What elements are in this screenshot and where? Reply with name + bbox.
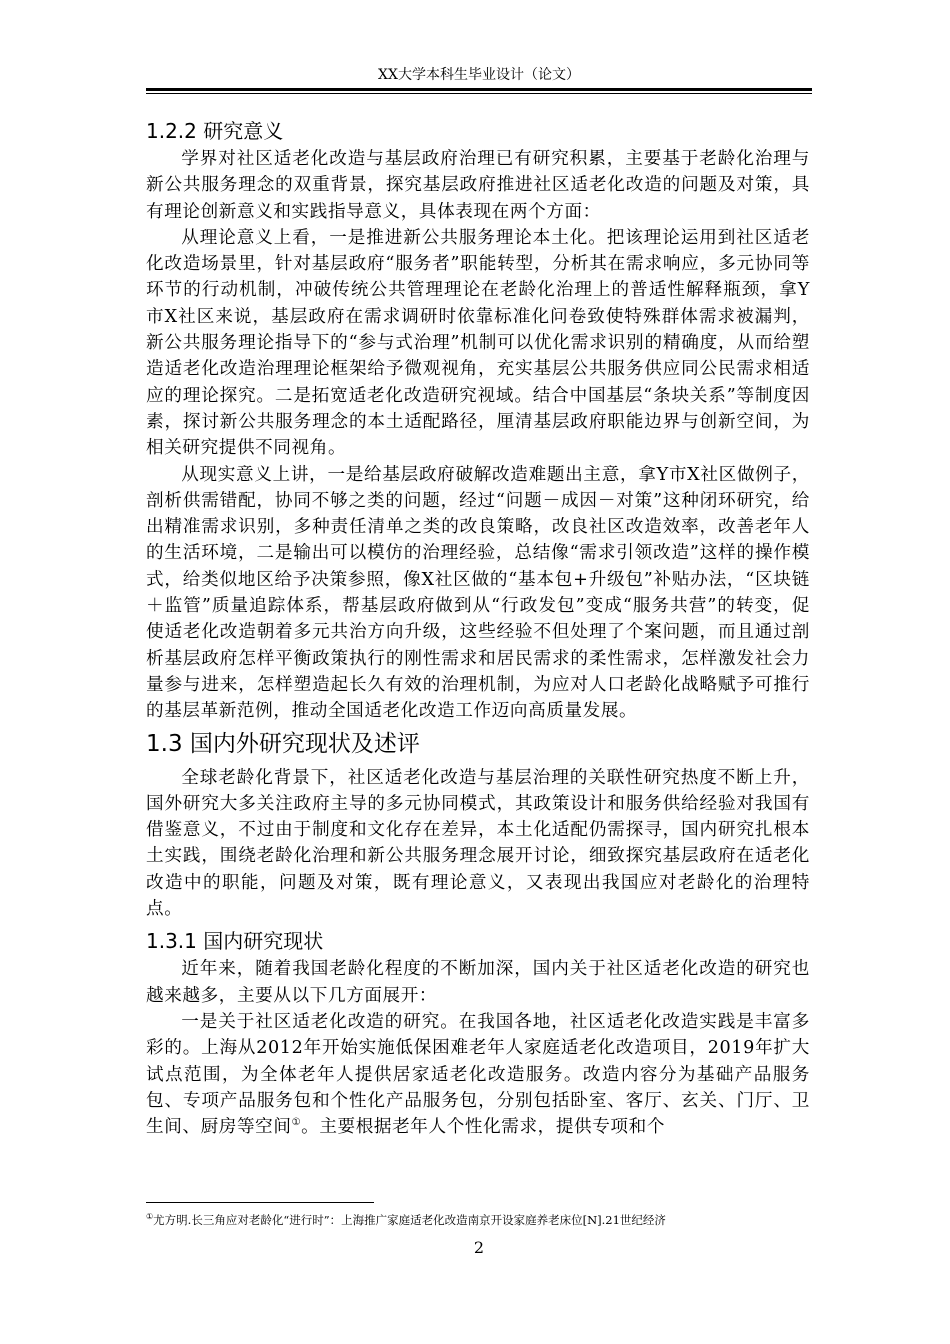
footnote-text: 尤方明.长三角应对老龄化“进行时”：上海推广家庭适老化改造南京开设家庭养老床位[N].21世纪经济 bbox=[153, 1213, 666, 1227]
running-header: XX大学本科生毕业设计（论文） bbox=[378, 67, 580, 83]
paragraph-text-part-1: 一是关于社区适老化改造的研究。在我国各地，社区适老化改造实践是丰富多彩的。上海从2012年开始实施低保困难老年人家庭适老化改造项目，2019年扩大试点范围，为全体老年人提供居家适老化改造服务。改造内容分为基础产品服务包、专项产品服务包和个性化产品服务包，分别包括卧室、客厅、玄关、门厅、卫生间、厨房等空间 bbox=[146, 1011, 810, 1138]
paragraph-research-overview: 全球老龄化背景下，社区适老化改造与基层治理的关联性研究热度不断上升，国外研究大多关注政府主导的多元协同模式，其政策设计和服务供给经验对我国有借鉴意义，不过由于制度和文化存在差异，本土化适配仍需探寻，国内研究扎根本土实践，围绕老龄化治理和新公共服务理念展开讨论，细致探究基层政府在适老化改造中的职能，问题及对策，既有理论意义，又表现出我国应对老龄化的治理特点。 bbox=[146, 767, 810, 920]
footnote-reference[interactable]: ① bbox=[291, 1117, 302, 1129]
footnote-separator bbox=[146, 1202, 374, 1203]
footnote bbox=[146, 1212, 826, 1228]
page-number: 2 bbox=[473, 1238, 485, 1257]
paragraph-text-part-2: 。主要根据老年人个性化需求，提供专项和个 bbox=[301, 1117, 666, 1138]
page-content bbox=[146, 116, 810, 1140]
header-rule-thick bbox=[146, 88, 812, 91]
section-heading-1-2-2: 1.2.2 研究意义 bbox=[146, 119, 284, 143]
paragraph-domestic-first bbox=[146, 1009, 810, 1140]
header-rule-thin bbox=[146, 93, 812, 94]
paragraph-domestic-intro: 近年来，随着我国老龄化程度的不断加深，国内关于社区适老化改造的研究也越来越多，主要从以下几方面展开： bbox=[146, 959, 810, 1006]
paragraph-practical-significance: 从现实意义上讲，一是给基层政府破解改造难题出主意，拿Y市X社区做例子，剖析供需错配，协同不够之类的问题，经过“问题－成因－对策”这种闭环研究，给出精准需求识别，多种责任清单之类的改良策略，改良社区改造效率，改善老年人的生活环境，二是输出可以模仿的治理经验，总结像“需求引领改造”这样的操作模式，给类似地区给予决策参照，像X社区做的“基本包+升级包”补贴办法，“区块链＋监管”质量追踪体系，帮基层政府做到从“行政发包”变成“服务共营”的转变，促使适老化改造朝着多元共治方向升级，这些经验不但处理了个案问题，而且通过剖析基层政府怎样平衡政策执行的刚性需求和居民需求的柔性需求，怎样激发社会力量参与进来，怎样塑造起长久有效的治理机制，为应对人口老龄化战略赋予可推行的基层革新范例，推动全国适老化改造工作迈向高质量发展。 bbox=[146, 464, 810, 722]
paragraph-theoretical-significance: 从理论意义上看，一是推进新公共服务理论本土化。把该理论运用到社区适老化改造场景里，针对基层政府“服务者”职能转型，分析其在需求响应，多元协同等环节的行动机制，冲破传统公共管理理论在老龄化治理上的普适性解释瓶颈，拿Y市X社区来说，基层政府在需求调研时依靠标准化问卷致使特殊群体需求被漏判，新公共服务理论指导下的“参与式治理”机制可以优化需求识别的精确度，从而给塑造适老化改造治理理论框架给予微观视角，充实基层公共服务供应同公民需求相适应的理论探究。二是拓宽适老化改造研究视域。结合中国基层“条块关系”等制度因素，探讨新公共服务理念的本土适配路径，厘清基层政府职能边界与创新空间，为相关研究提供不同视角。 bbox=[146, 227, 810, 459]
paragraph-intro: 学界对社区适老化改造与基层政府治理已有研究积累，主要基于老龄化治理与新公共服务理念的双重背景，探究基层政府推进社区适老化改造的问题及对策，具有理论创新意义和实践指导意义，具体表现在两个方面： bbox=[146, 149, 810, 222]
section-heading-1-3-1: 1.3.1 国内研究现状 bbox=[146, 929, 324, 954]
section-heading-1-3: 1.3 国内外研究现状及述评 bbox=[146, 730, 420, 757]
footnote-mark: ① bbox=[146, 1212, 154, 1222]
